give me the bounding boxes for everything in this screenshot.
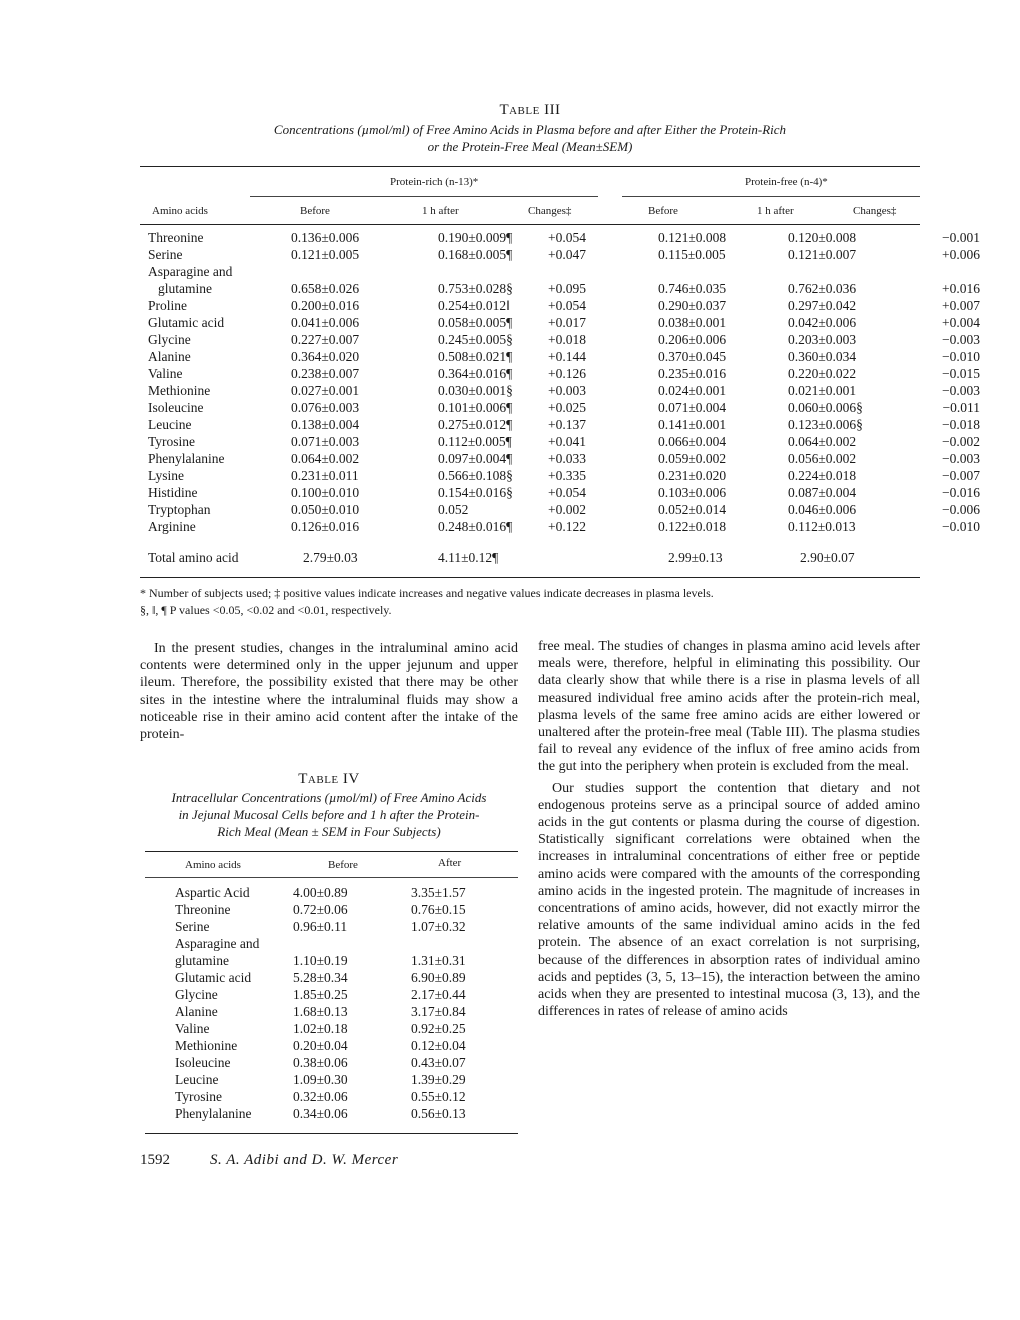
table3-top-rule: [140, 166, 920, 167]
table-row: glutamine 1.10±0.19 1.31±0.31: [175, 953, 466, 968]
table-row: Histidine 0.100±0.010 0.154±0.016§ +0.054 0.103±0.006 0.087±0.004 −0.016: [148, 485, 980, 500]
paragraph: free meal. The studies of changes in plasma amino acid levels after meals were, therefore, helpful in eliminating this possibility. Our data clearly show that while there is a rise in plasma levels of all measured individual free amino acids after the protein-rich meal, plasma levels of the same free amino acids are either lowered or unaltered after the protein-free meal (Table III). The plasma studies fail to reveal any evidence of the influx of free amino acids from the gut into the periphery when protein is excluded from the meal.: [538, 639, 920, 775]
table-row: Glycine 1.85±0.25 2.17±0.44: [175, 987, 466, 1002]
table-row: Serine 0.121±0.005 0.168±0.005¶ +0.047 0.115±0.005 0.121±0.007 +0.006: [148, 247, 980, 262]
table-row: Glycine 0.227±0.007 0.245±0.005§ +0.018 0.206±0.006 0.203±0.003 −0.003: [148, 332, 980, 347]
table4-col-before: Before: [328, 859, 358, 871]
table-row: Glutamic acid 5.28±0.34 6.90±0.89: [175, 970, 466, 985]
table3-group-rule-rich: [250, 196, 598, 197]
table-row: Alanine 1.68±0.13 3.17±0.84: [175, 1004, 466, 1019]
table-row: Isoleucine 0.38±0.06 0.43±0.07: [175, 1055, 466, 1070]
table4-caption: Intracellular Concentrations (µmol/ml) of Free Amino Acids in Jejunal Mucosal Cells before and 1 h after the Protein- Rich Meal (Mean ± SEM in Four Subjects): [171, 790, 487, 839]
table3-caption: Concentrations (µmol/ml) of Free Amino Acids in Plasma before and after Either the Protein-Rich or the Protein-Free Meal (Mean±SEM): [273, 122, 787, 154]
table3-col-free-changes: Changes‡: [853, 205, 897, 217]
table3-group-rule-free: [622, 196, 920, 197]
table-row: Lysine 0.231±0.011 0.566±0.108§ +0.335 0.231±0.020 0.224±0.018 −0.007: [148, 468, 980, 483]
table4-top-rule: [145, 851, 518, 852]
table-row: Serine 0.96±0.11 1.07±0.32: [175, 919, 466, 934]
table3-bottom-rule: [140, 577, 920, 578]
table-row: Phenylalanine 0.34±0.06 0.56±0.13: [175, 1106, 466, 1121]
table3-footnotes: [140, 585, 920, 619]
table-row: Arginine 0.126±0.016 0.248±0.016¶ +0.122 0.122±0.018 0.112±0.013 −0.010: [148, 519, 980, 534]
table-row: Methionine 0.20±0.04 0.12±0.04: [175, 1038, 466, 1053]
page-number: 1592: [140, 1152, 170, 1168]
table-row: Phenylalanine 0.064±0.002 0.097±0.004¶ +0.033 0.059±0.002 0.056±0.002 −0.003: [148, 451, 980, 466]
table-row: Threonine 0.72±0.06 0.76±0.15: [175, 902, 466, 917]
table4-col-amino-acids: Amino acids: [185, 859, 241, 871]
table-row: Proline 0.200±0.016 0.254±0.012‖ +0.054 0.290±0.037 0.297±0.042 +0.007: [148, 298, 980, 313]
table3-header-rule: [140, 224, 920, 225]
table3: [140, 229, 980, 566]
left-column-text: [140, 640, 518, 743]
table3-col-rich-after: 1 h after: [422, 205, 459, 217]
table-row: Glutamic acid 0.041±0.006 0.058±0.005¶ +0.017 0.038±0.001 0.042±0.006 +0.004: [148, 315, 980, 330]
table-row: Alanine 0.364±0.020 0.508±0.021¶ +0.144 0.370±0.045 0.360±0.034 −0.010: [148, 349, 980, 364]
table-row: Asparagine and: [148, 264, 233, 279]
table-row: Aspartic Acid 4.00±0.89 3.35±1.57: [175, 885, 466, 900]
table-row: Leucine 1.09±0.30 1.39±0.29: [175, 1072, 466, 1087]
table4-bottom-rule: [145, 1133, 518, 1134]
table3-group-header-protein-rich: Protein-rich (n-13)*: [390, 176, 479, 188]
footnote-line-1: * Number of subjects used; ‡ positive values indicate increases and negative values indicate decreases in plasma levels.: [140, 586, 714, 600]
table4: [170, 884, 521, 1122]
table3-col-rich-changes: Changes‡: [528, 205, 572, 217]
paragraph: Our studies support the contention that dietary and not endogenous proteins serve as a principal source of added amino acids in the gut contents or plasma during the course of digestion. Statistically significant correlations were obtained when the increases in intraluminal concentrations of either free or peptide amino acids were compared with the amounts of the corresponding amino acids in the ingested protein. The magnitude of increases in concentrations of amino acids, however, did not exactly mirror the relative amounts of the same individual amino acids in the fed protein. The absence of an exact correlation is not surprising, because of the differences in absorption rates of individual amino acids and peptides (3, 5, 13–15), the interaction between the amino acids when they are presented to intestinal mucosa (3, 13), and the differences in rates of release of amino acids: [538, 780, 920, 1020]
table4-header-rule: [145, 877, 518, 878]
table-row: Methionine 0.027±0.001 0.030±0.001§ +0.003 0.024±0.001 0.021±0.001 −0.003: [148, 383, 980, 398]
table-row: Isoleucine 0.076±0.003 0.101±0.006¶ +0.025 0.071±0.004 0.060±0.006§ −0.011: [148, 400, 980, 415]
paragraph: In the present studies, changes in the intraluminal amino acid contents were determined only in the upper jejunum and upper ileum. Therefore, the possibility existed that there may be other sites in the intestine where the intraluminal fluids may show a noticeable rise in their amino acid content after the intake of the protein-: [140, 641, 518, 743]
footnote-line-2: §, ‖, ¶ P values <0.05, <0.02 and <0.01, respectively.: [140, 603, 392, 617]
table4-col-after: After: [438, 857, 462, 869]
table-row: Leucine 0.138±0.004 0.275±0.012¶ +0.137 0.141±0.001 0.123±0.006§ −0.018: [148, 417, 980, 432]
right-column-text: [538, 638, 920, 1020]
running-footer-authors: S. A. Adibi and D. W. Mercer: [210, 1152, 399, 1168]
table-row: Tyrosine 0.071±0.003 0.112±0.005¶ +0.041 0.066±0.004 0.064±0.002 −0.002: [148, 434, 980, 449]
table-row: Asparagine and: [175, 936, 260, 951]
table-row: Threonine 0.136±0.006 0.190±0.009¶ +0.054 0.121±0.008 0.120±0.008 −0.001: [148, 230, 980, 245]
table-row: Valine 0.238±0.007 0.364±0.016¶ +0.126 0.235±0.016 0.220±0.022 −0.015: [148, 366, 980, 381]
table3-col-free-before: Before: [648, 205, 678, 217]
table-row: Valine 1.02±0.18 0.92±0.25: [175, 1021, 466, 1036]
table-row: Tyrosine 0.32±0.06 0.55±0.12: [175, 1089, 466, 1104]
table-total-row: Total amino acid 2.79±0.03 4.11±0.12¶ 2.99±0.13 2.90±0.07: [148, 550, 855, 565]
table4-title: Table IV: [298, 771, 360, 787]
table-row: Tryptophan 0.050±0.010 0.052 +0.002 0.052±0.014 0.046±0.006 −0.006: [148, 502, 980, 517]
table3-col-free-after: 1 h after: [757, 205, 794, 217]
table3-title: Table III: [499, 102, 561, 118]
table3-group-header-protein-free: Protein-free (n-4)*: [745, 176, 828, 188]
table3-col-rich-before: Before: [300, 205, 330, 217]
table-row: glutamine 0.658±0.026 0.753±0.028§ +0.095 0.746±0.035 0.762±0.036 +0.016: [158, 281, 980, 296]
table3-col-amino-acids: Amino acids: [152, 205, 208, 217]
